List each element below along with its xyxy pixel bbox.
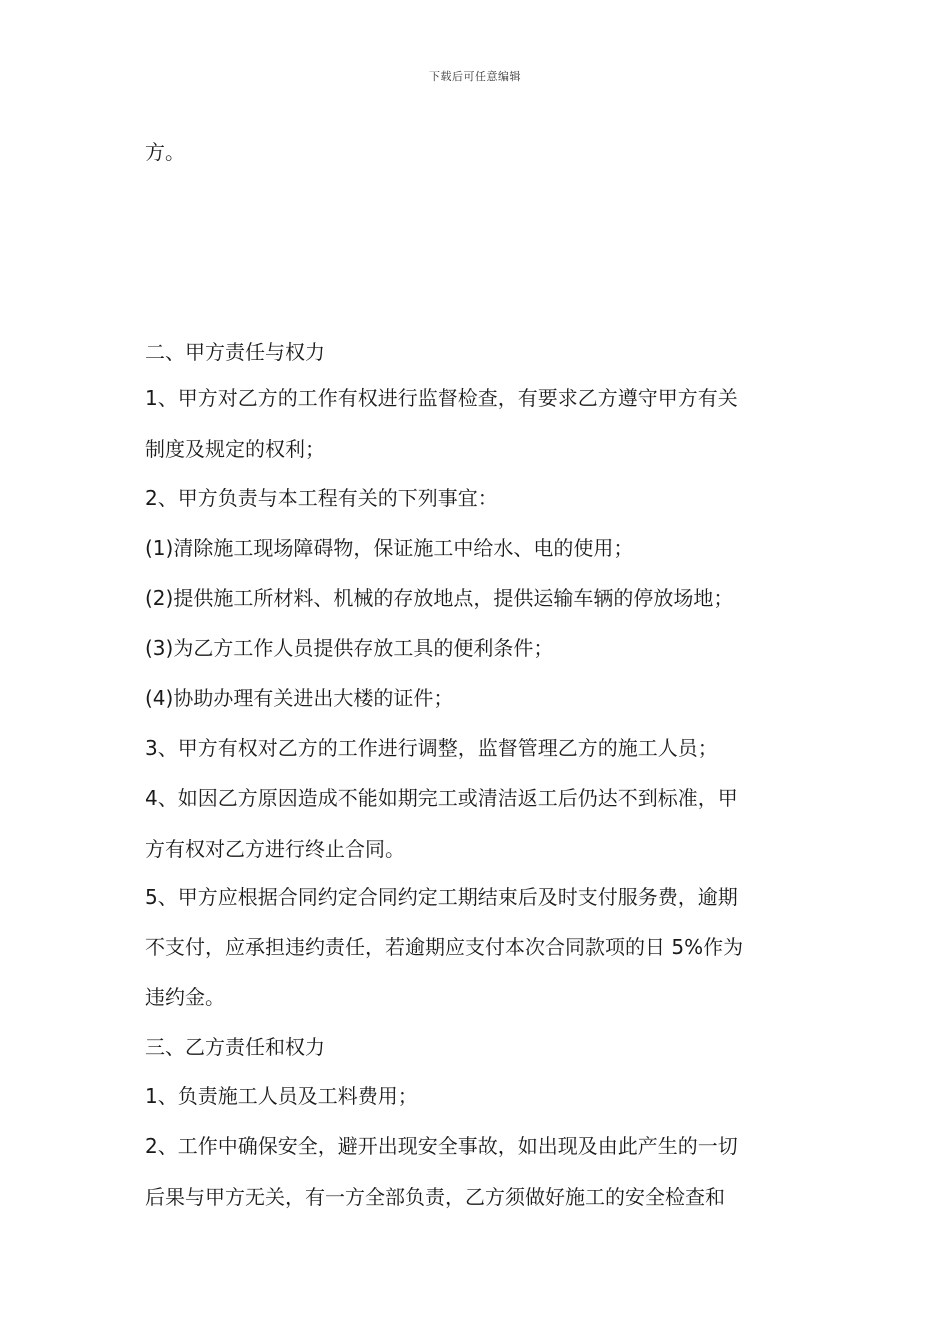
clause-a3: 3、甲方有权对乙方的工作进行调整，监督管理乙方的施工人员； xyxy=(145,736,718,760)
clause-a4-line1: 4、如因乙方原因造成不能如期完工或清洁返工后仍达不到标准，甲 xyxy=(145,786,738,810)
clause-b2-line2: 后果与甲方无关，有一方全部负责，乙方须做好施工的安全检查和 xyxy=(145,1185,725,1209)
clause-a2-item4: (4)协助办理有关进出大楼的证件； xyxy=(145,686,454,710)
clause-a1-line2: 制度及规定的权利； xyxy=(145,437,325,461)
clause-a2-item3: (3)为乙方工作人员提供存放工具的便利条件； xyxy=(145,636,554,660)
clause-b2-line1: 2、工作中确保安全，避开出现安全事故，如出现及由此产生的一切 xyxy=(145,1134,738,1158)
clause-a5-line2: 不支付，应承担违约责任，若逾期应支付本次合同款项的日 5%作为 xyxy=(145,935,744,959)
clause-a4-line2: 方有权对乙方进行终止合同。 xyxy=(145,837,405,861)
section-heading-party-b: 三、乙方责任和权力 xyxy=(145,1035,325,1059)
clause-a5-line3: 违约金。 xyxy=(145,985,225,1009)
text-line-continuation: 方。 xyxy=(145,140,185,164)
clause-a5-line1: 5、甲方应根据合同约定合同约定工期结束后及时支付服务费，逾期 xyxy=(145,885,738,909)
clause-a2-item2: (2)提供施工所材料、机械的存放地点，提供运输车辆的停放场地； xyxy=(145,586,734,610)
section-heading-party-a: 二、甲方责任与权力 xyxy=(145,340,325,364)
clause-a2-item1: (1)清除施工现场障碍物，保证施工中给水、电的使用； xyxy=(145,536,634,560)
header-note: 下载后可任意编辑 xyxy=(429,70,521,83)
clause-a2: 2、甲方负责与本工程有关的下列事宜： xyxy=(145,486,498,510)
clause-b1: 1、负责施工人员及工料费用； xyxy=(145,1084,418,1108)
clause-a1-line1: 1、甲方对乙方的工作有权进行监督检查，有要求乙方遵守甲方有关 xyxy=(145,386,738,410)
